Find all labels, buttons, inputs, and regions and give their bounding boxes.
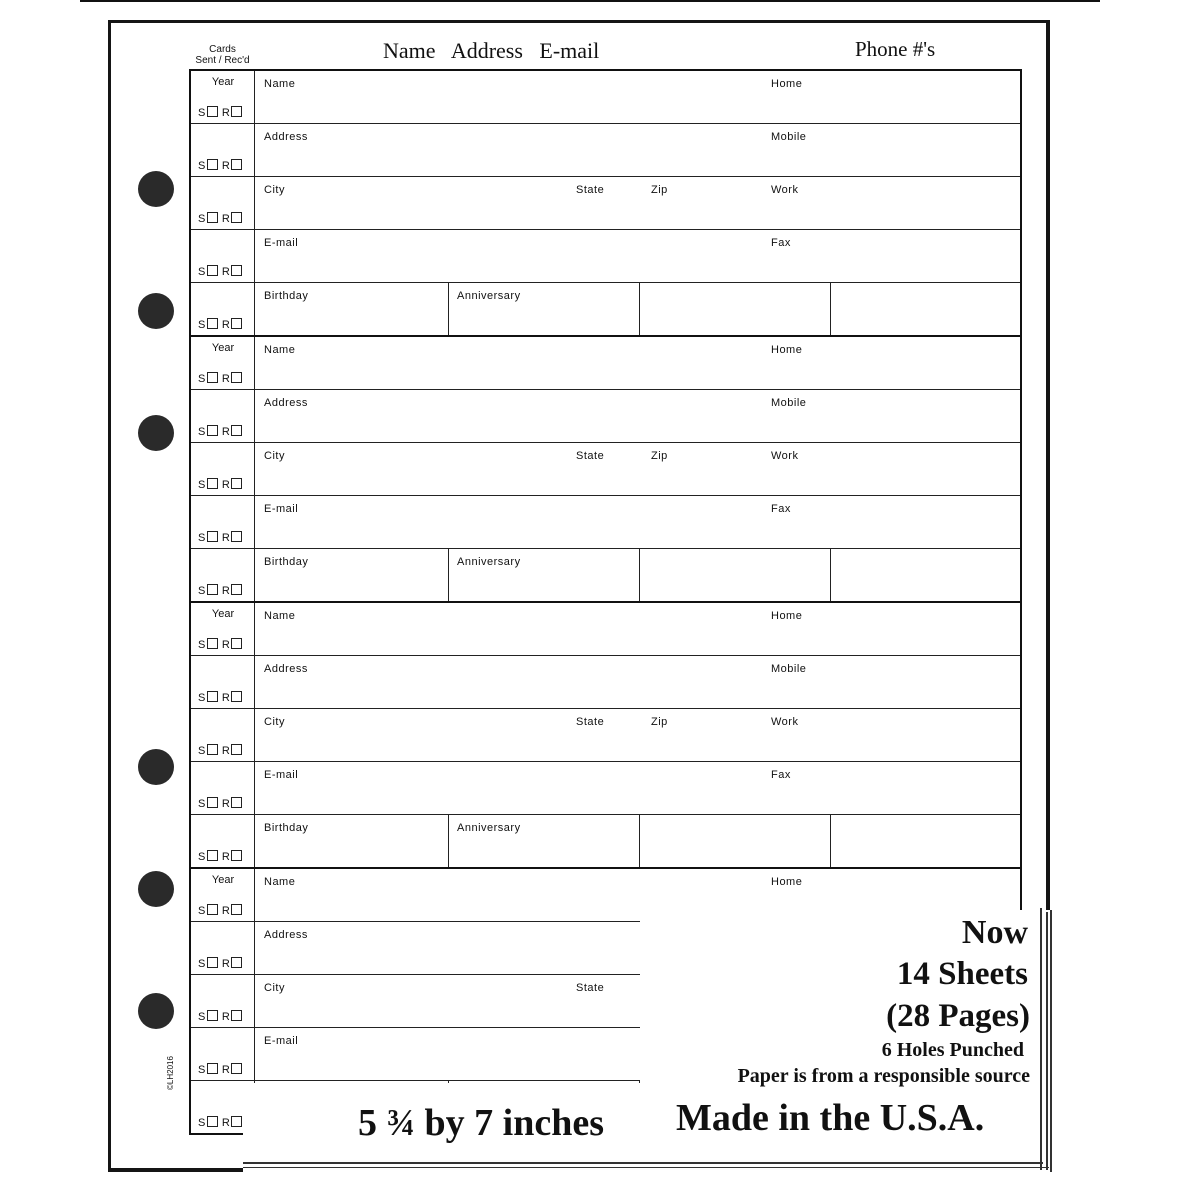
card-status-cell [191, 815, 255, 867]
received-checkbox[interactable] [231, 531, 242, 542]
birthday-label: Birthday [264, 290, 309, 302]
year-label: Year [211, 874, 235, 886]
mobile-label: Mobile [771, 397, 807, 409]
sent-checkbox[interactable] [207, 372, 218, 383]
birthday-label: Birthday [264, 556, 309, 568]
received-checkbox[interactable] [231, 904, 242, 915]
email-label: E-mail [264, 503, 299, 515]
zip-label: Zip [651, 450, 668, 462]
sent-checkbox[interactable] [207, 1116, 218, 1127]
work-label: Work [771, 716, 799, 728]
sent-received-checkboxes [198, 1063, 246, 1076]
cards-header [185, 44, 260, 66]
received-label: R [221, 1011, 231, 1023]
sent-received-checkboxes [198, 797, 246, 810]
sent-checkbox[interactable] [207, 531, 218, 542]
contact-entry [191, 337, 1020, 603]
sent-label: S [198, 213, 206, 225]
card-status-cell [191, 709, 255, 761]
sent-label: S [198, 905, 206, 917]
city-row[interactable] [191, 443, 1020, 496]
sent-received-checkboxes [198, 1116, 246, 1129]
city-label: City [264, 450, 285, 462]
card-status-cell [191, 230, 255, 282]
card-status-cell [191, 869, 255, 921]
promo-sheets: 14 Sheets [896, 956, 1028, 992]
sent-checkbox[interactable] [207, 106, 218, 117]
received-label: R [221, 160, 231, 172]
sent-received-checkboxes [198, 850, 246, 863]
received-label: R [221, 426, 231, 438]
promo-made-in: Made in the U.S.A. [676, 1097, 985, 1139]
sent-checkbox[interactable] [207, 584, 218, 595]
received-checkbox[interactable] [231, 1116, 242, 1127]
sent-checkbox[interactable] [207, 425, 218, 436]
sent-received-checkboxes [198, 159, 246, 172]
promo-now: Now [961, 914, 1028, 951]
received-checkbox[interactable] [231, 1010, 242, 1021]
cell-divider [830, 283, 831, 335]
sent-checkbox[interactable] [207, 318, 218, 329]
overlay-edge-1 [1040, 908, 1042, 1170]
name-label: Name [264, 78, 296, 90]
sent-received-checkboxes [198, 531, 246, 544]
sent-label: S [198, 639, 206, 651]
sent-label: S [198, 160, 206, 172]
received-label: R [221, 798, 231, 810]
sent-label: S [198, 692, 206, 704]
name-row[interactable] [191, 71, 1020, 124]
overlay-edge-4 [243, 1167, 1049, 1168]
sent-checkbox[interactable] [207, 159, 218, 170]
received-label: R [221, 532, 231, 544]
sent-label: S [198, 1117, 206, 1129]
promo-holes: 6 Holes Punched [881, 1039, 1024, 1061]
email-row[interactable] [191, 762, 1020, 815]
email-row[interactable] [191, 496, 1020, 549]
address-label: Address [264, 663, 308, 675]
punch-hole-6 [138, 993, 174, 1029]
anniversary-label: Anniversary [457, 290, 521, 302]
name-label: Name [264, 344, 296, 356]
cell-divider [639, 549, 640, 601]
state-label: State [576, 184, 605, 196]
state-label: State [576, 982, 605, 994]
overlay-edge-3 [243, 1162, 1043, 1164]
sent-label: S [198, 107, 206, 119]
sent-received-checkboxes [198, 904, 246, 917]
address-label: Address [264, 131, 308, 143]
promo-size: 5 ¾ by 7 inches [358, 1102, 604, 1144]
received-checkbox[interactable] [231, 265, 242, 276]
received-checkbox[interactable] [231, 691, 242, 702]
received-label: R [221, 851, 231, 863]
card-status-cell [191, 922, 255, 974]
sent-received-checkboxes [198, 372, 246, 385]
received-checkbox[interactable] [231, 1063, 242, 1074]
sent-received-checkboxes [198, 106, 246, 119]
name-row[interactable] [191, 603, 1020, 656]
city-row[interactable] [191, 709, 1020, 762]
card-status-cell [191, 762, 255, 814]
received-checkbox[interactable] [231, 638, 242, 649]
state-label: State [576, 450, 605, 462]
fax-label: Fax [771, 503, 791, 515]
received-checkbox[interactable] [231, 425, 242, 436]
punch-hole-3 [138, 415, 174, 451]
anniversary-label: Anniversary [457, 822, 521, 834]
phone-header: Phone #'s [855, 37, 936, 61]
received-label: R [221, 585, 231, 597]
cards-header-line2: Sent / Rec'd [195, 55, 250, 66]
fax-label: Fax [771, 769, 791, 781]
received-label: R [221, 107, 231, 119]
received-checkbox[interactable] [231, 159, 242, 170]
birthday-row[interactable] [191, 283, 1020, 335]
sent-received-checkboxes [198, 265, 246, 278]
home-label: Home [771, 344, 803, 356]
cell-divider [639, 815, 640, 867]
name-label: Name [264, 610, 296, 622]
received-label: R [221, 213, 231, 225]
sent-checkbox[interactable] [207, 957, 218, 968]
city-label: City [264, 716, 285, 728]
home-label: Home [771, 876, 803, 888]
received-label: R [221, 905, 231, 917]
sent-received-checkboxes [198, 957, 246, 970]
received-label: R [221, 1117, 231, 1129]
mobile-label: Mobile [771, 663, 807, 675]
city-label: City [264, 982, 285, 994]
birthday-label: Birthday [264, 822, 309, 834]
top-border-line [80, 0, 1100, 2]
sent-label: S [198, 1064, 206, 1076]
card-status-cell [191, 1028, 255, 1080]
received-checkbox[interactable] [231, 744, 242, 755]
city-row[interactable] [191, 177, 1020, 230]
cards-header-line1: Cards [209, 44, 236, 55]
card-status-cell [191, 443, 255, 495]
received-label: R [221, 479, 231, 491]
contact-entry [191, 71, 1020, 337]
received-label: R [221, 1064, 231, 1076]
received-checkbox[interactable] [231, 797, 242, 808]
card-status-cell [191, 177, 255, 229]
overlay-edge-2 [1046, 912, 1048, 1170]
cell-divider [830, 549, 831, 601]
year-label: Year [211, 76, 235, 88]
email-label: E-mail [264, 237, 299, 249]
punch-hole-4 [138, 749, 174, 785]
sent-checkbox[interactable] [207, 850, 218, 861]
contact-entry [191, 603, 1020, 869]
sent-checkbox[interactable] [207, 212, 218, 223]
received-label: R [221, 266, 231, 278]
zip-label: Zip [651, 716, 668, 728]
received-checkbox[interactable] [231, 478, 242, 489]
card-status-cell [191, 549, 255, 601]
sent-received-checkboxes [198, 1010, 246, 1023]
sent-label: S [198, 1011, 206, 1023]
home-label: Home [771, 78, 803, 90]
received-label: R [221, 319, 231, 331]
card-status-cell [191, 283, 255, 335]
sent-label: S [198, 958, 206, 970]
address-row[interactable] [191, 656, 1020, 709]
sent-label: S [198, 479, 206, 491]
card-status-cell [191, 603, 255, 655]
sent-label: S [198, 532, 206, 544]
name-address-email-header: Name Address E-mail [383, 38, 600, 63]
sent-label: S [198, 798, 206, 810]
sent-label: S [198, 851, 206, 863]
sent-checkbox[interactable] [207, 1010, 218, 1021]
received-checkbox[interactable] [231, 957, 242, 968]
sent-received-checkboxes [198, 212, 246, 225]
received-label: R [221, 639, 231, 651]
mobile-label: Mobile [771, 131, 807, 143]
sent-label: S [198, 426, 206, 438]
promo-source: Paper is from a responsible source [737, 1065, 1030, 1087]
year-label: Year [211, 342, 235, 354]
card-status-cell [191, 71, 255, 123]
cell-divider [830, 815, 831, 867]
card-status-cell [191, 496, 255, 548]
sent-received-checkboxes [198, 318, 246, 331]
received-checkbox[interactable] [231, 850, 242, 861]
copyright-note: ©LH2016 [166, 1056, 175, 1090]
address-label: Address [264, 397, 308, 409]
promo-pages: (28 Pages) [886, 998, 1030, 1034]
sent-label: S [198, 319, 206, 331]
received-checkbox[interactable] [231, 584, 242, 595]
sent-checkbox[interactable] [207, 744, 218, 755]
sent-received-checkboxes [198, 425, 246, 438]
punch-hole-5 [138, 871, 174, 907]
zip-label: Zip [651, 184, 668, 196]
sent-label: S [198, 373, 206, 385]
punch-hole-1 [138, 171, 174, 207]
anniversary-label: Anniversary [457, 556, 521, 568]
cell-divider [639, 283, 640, 335]
sent-received-checkboxes [198, 638, 246, 651]
card-status-cell [191, 390, 255, 442]
sent-checkbox[interactable] [207, 904, 218, 915]
sent-checkbox[interactable] [207, 638, 218, 649]
cell-divider [448, 283, 449, 335]
address-row[interactable] [191, 390, 1020, 443]
received-label: R [221, 692, 231, 704]
name-label: Name [264, 876, 296, 888]
received-checkbox[interactable] [231, 106, 242, 117]
address-row[interactable] [191, 124, 1020, 177]
received-label: R [221, 745, 231, 757]
card-status-cell [191, 656, 255, 708]
sent-received-checkboxes [198, 691, 246, 704]
sent-checkbox[interactable] [207, 265, 218, 276]
email-row[interactable] [191, 230, 1020, 283]
birthday-row[interactable] [191, 815, 1020, 867]
sent-checkbox[interactable] [207, 1063, 218, 1074]
email-label: E-mail [264, 769, 299, 781]
sent-label: S [198, 585, 206, 597]
sent-received-checkboxes [198, 744, 246, 757]
home-label: Home [771, 610, 803, 622]
card-status-cell [191, 337, 255, 389]
work-label: Work [771, 450, 799, 462]
punch-hole-2 [138, 293, 174, 329]
address-label: Address [264, 929, 308, 941]
received-checkbox[interactable] [231, 318, 242, 329]
state-label: State [576, 716, 605, 728]
birthday-row[interactable] [191, 549, 1020, 601]
sent-received-checkboxes [198, 478, 246, 491]
card-status-cell [191, 975, 255, 1027]
fax-label: Fax [771, 237, 791, 249]
sent-checkbox[interactable] [207, 797, 218, 808]
work-label: Work [771, 184, 799, 196]
year-label: Year [211, 608, 235, 620]
received-label: R [221, 373, 231, 385]
card-status-cell [191, 124, 255, 176]
received-checkbox[interactable] [231, 372, 242, 383]
name-row[interactable] [191, 337, 1020, 390]
received-label: R [221, 958, 231, 970]
sent-received-checkboxes [198, 584, 246, 597]
cell-divider [448, 815, 449, 867]
sent-checkbox[interactable] [207, 478, 218, 489]
email-label: E-mail [264, 1035, 299, 1047]
cell-divider [448, 549, 449, 601]
sent-label: S [198, 745, 206, 757]
received-checkbox[interactable] [231, 212, 242, 223]
city-label: City [264, 184, 285, 196]
sent-label: S [198, 266, 206, 278]
sent-checkbox[interactable] [207, 691, 218, 702]
